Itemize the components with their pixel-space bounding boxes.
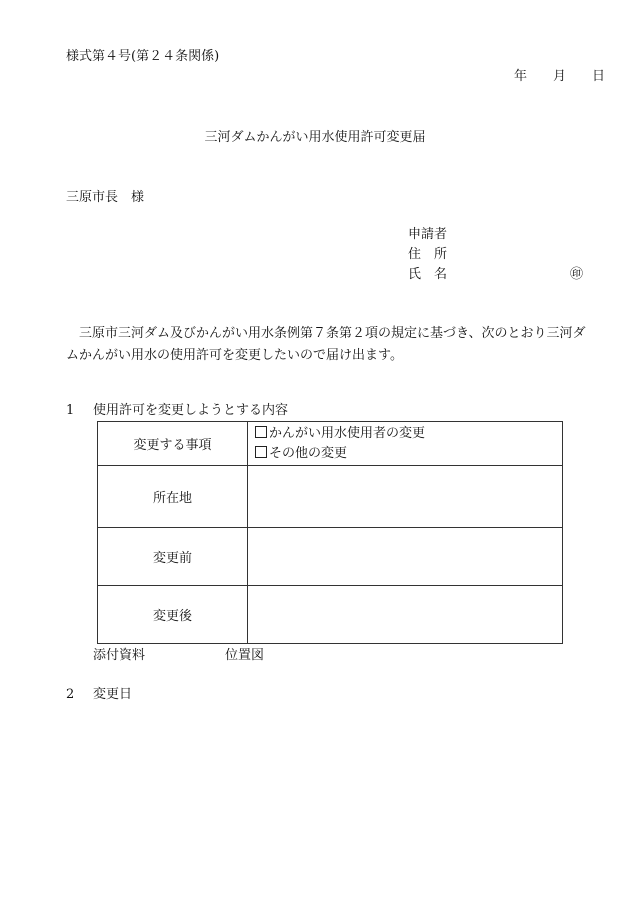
change-item-options [248,422,563,466]
checkbox-icon[interactable] [255,426,267,438]
before-label: 変更前 [98,528,248,586]
date-line [488,70,605,83]
section-2-title: 変更日 [93,687,133,702]
attachments-line [93,649,264,662]
document-title: 三河ダムかんがい用水使用許可変更届 [204,130,426,145]
after-label: 変更後 [98,586,248,644]
address-label: 住 所 [408,247,448,262]
day-label: 日 [592,69,606,84]
option-other-change[interactable] [255,444,562,464]
address-field[interactable] [408,248,583,268]
option-user-change[interactable] [255,424,562,444]
applicant-label: 申請者 [408,227,448,242]
form-number: 様式第４号(第２４条関係) [66,49,220,64]
section-1-number: 1 [66,403,75,418]
change-item-label: 変更する事項 [98,422,248,466]
body-text: 三原市三河ダム及びかんがい用水条例第７条第２項の規定に基づき、次のとおり三河ダムかんがい用水の使用許可を変更したいので届け出ます。 [66,326,586,363]
change-content-table [97,421,563,644]
location-value-cell[interactable] [248,466,563,528]
checkbox-icon[interactable] [255,446,267,458]
section-1-heading [66,404,288,417]
table-row-change-item [98,422,563,466]
option-other-change-label: その他の変更 [269,445,348,461]
name-field[interactable] [408,268,583,288]
addressee: 三原市長 様 [66,190,145,205]
name-label: 氏 名 [408,267,448,282]
month-label: 月 [553,69,567,84]
seal-mark-icon: ㊞ [569,267,583,282]
before-value-cell[interactable] [248,528,563,586]
year-label: 年 [514,69,528,84]
attachments-value: 位置図 [225,648,265,663]
table-row-location [98,466,563,528]
section-1-title: 使用許可を変更しようとする内容 [93,403,289,418]
after-value-cell[interactable] [248,586,563,644]
attachments-label: 添付資料 [93,648,146,663]
option-user-change-label: かんがい用水使用者の変更 [269,425,426,441]
table-row-before [98,528,563,586]
location-label: 所在地 [98,466,248,528]
table-row-after [98,586,563,644]
section-2-heading [66,688,132,701]
section-2-number: 2 [66,687,75,702]
applicant-block [408,228,583,288]
